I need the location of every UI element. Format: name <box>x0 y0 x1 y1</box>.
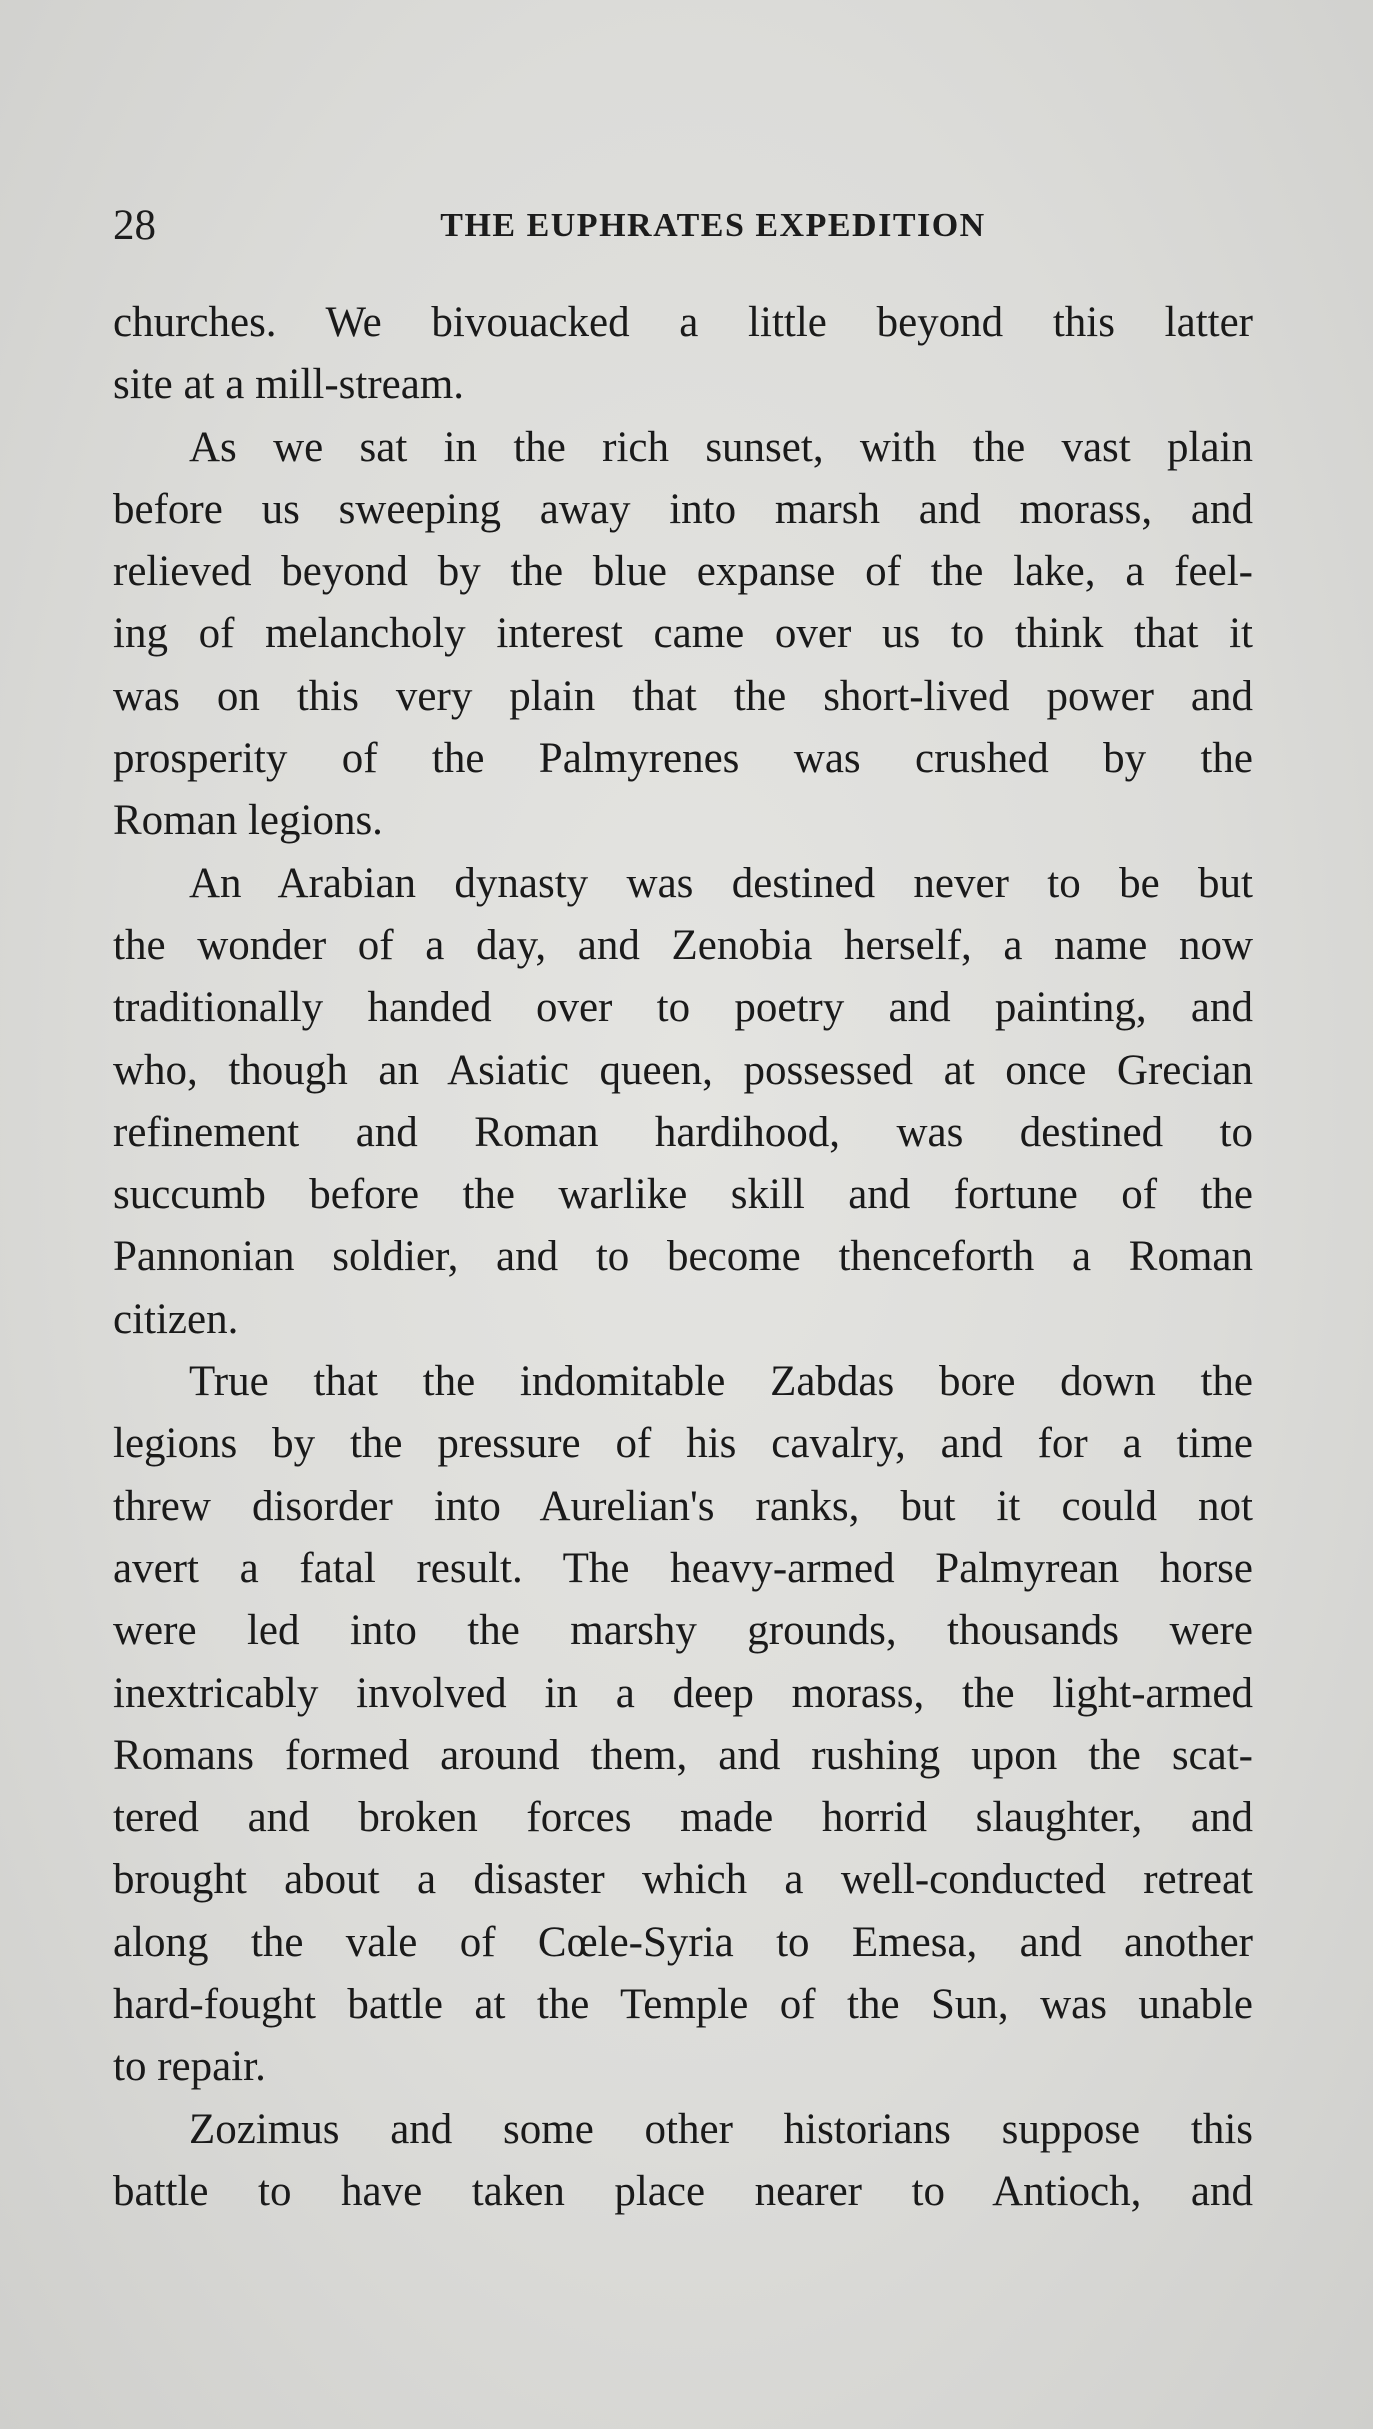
text-line: tered and broken forces made horrid slaughter, and <box>113 1794 1253 1842</box>
text-line: battle to have taken place nearer to Antioch, and <box>113 2167 1253 2215</box>
text-line: threw disorder into Aurelian's ranks, but it could not <box>113 1482 1253 1530</box>
text-line: hard-fought battle at the Temple of the Sun, was unable <box>113 1981 1253 2029</box>
body-text <box>113 292 1253 2223</box>
text-line: refinement and Roman hardihood, was destined to <box>113 1108 1253 1156</box>
text-line: Roman legions. <box>113 797 383 845</box>
text-line: An Arabian dynasty was destined never to be but <box>189 859 1253 907</box>
text-line: citizen. <box>113 1295 239 1343</box>
text-line: was on this very plain that the short-lived power and <box>113 672 1253 720</box>
text-line: legions by the pressure of his cavalry, and for a time <box>113 1420 1253 1468</box>
text-line: Pannonian soldier, and to become thenceforth a Roman <box>113 1233 1253 1281</box>
text-line: the wonder of a day, and Zenobia herself, a name now <box>113 921 1253 969</box>
text-line: avert a fatal result. The heavy-armed Palmyrean horse <box>113 1544 1253 1592</box>
text-line: who, though an Asiatic queen, possessed at once Grecian <box>113 1046 1253 1094</box>
text-line: were led into the marshy grounds, thousands were <box>113 1607 1253 1655</box>
text-line: prosperity of the Palmyrenes was crushed by the <box>113 735 1253 783</box>
text-line: to repair. <box>113 2043 266 2091</box>
text-line: inextricably involved in a deep morass, the light-armed <box>113 1669 1253 1717</box>
text-line: As we sat in the rich sunset, with the vast plain <box>189 423 1253 471</box>
text-line: traditionally handed over to poetry and painting, and <box>113 984 1253 1032</box>
text-line: ing of melancholy interest came over us to think that it <box>113 610 1253 658</box>
text-line: brought about a disaster which a well-conducted retreat <box>113 1856 1253 1904</box>
text-line: site at a mill-stream. <box>113 361 465 409</box>
text-line: succumb before the warlike skill and fortune of the <box>113 1171 1253 1219</box>
text-line: Romans formed around them, and rushing upon the scat- <box>113 1731 1253 1779</box>
text-line: True that the indomitable Zabdas bore down the <box>189 1358 1253 1406</box>
text-line: Zozimus and some other historians suppose this <box>189 2105 1253 2153</box>
text-line: churches. We bivouacked a little beyond this latter <box>113 299 1253 346</box>
running-head: THE EUPHRATES EXPEDITION <box>440 207 986 244</box>
text-line: relieved beyond by the blue expanse of the lake, a feel- <box>113 548 1253 596</box>
page-number: 28 <box>113 202 156 249</box>
text-line: before us sweeping away into marsh and morass, and <box>113 485 1253 533</box>
text-line: along the vale of Cœle-Syria to Emesa, and another <box>113 1918 1253 1966</box>
page-header <box>113 198 1253 254</box>
